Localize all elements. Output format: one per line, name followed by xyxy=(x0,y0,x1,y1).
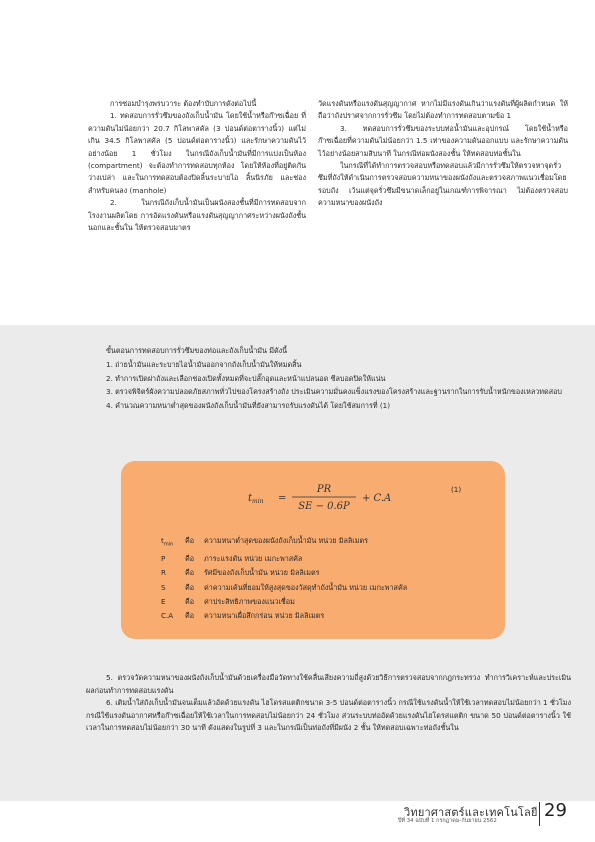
definition-desc: ภาระแรงดัน หน่วย เมกะพาสคัล xyxy=(204,553,303,563)
definition-is: คือ xyxy=(185,582,195,592)
definition-is: คือ xyxy=(185,536,195,545)
definition-is: คือ xyxy=(185,568,195,578)
formula-numerator: PR xyxy=(316,484,332,495)
step-4: 4. คำนวณความหนาต่ำสุดของผนังถังเก็บน้ำมันที่ยังสามารถรับแรงดันได้ โดยใช้สมการที่ (1) xyxy=(106,401,391,411)
definition-desc: ค่าประสิทธิภาพของแนวเชื่อม xyxy=(204,597,295,607)
definition-desc: ความหนาต่ำสุดของผนังถังเก็บน้ำมัน หน่วย มิลลิเมตร xyxy=(204,536,369,545)
definition-row xyxy=(161,609,491,623)
definition-is: คือ xyxy=(185,597,195,607)
right-continuation: วัดแรงดันหรือแรงดันสุญญากาศ หากไม่มีแรงดันเกินว่าแรงดันที่ผู้ผลิตกำหนด ให้ถือว่าถังปราศจากการรั่วซึม โดยไม่ต้องทำการทดสอบตามข้อ 1 xyxy=(318,99,568,121)
definition-symbol: R xyxy=(161,568,166,578)
formula-number: (1) xyxy=(451,485,462,494)
definition-row xyxy=(161,534,491,552)
right-item-3: 3. ทดสอบการรั่วซึมของระบบท่อน้ำมันและอุปกรณ์ โดยใช้น้ำหรือก๊าซเฉื่อยที่ความดันไม่น้อยกว่า 1.5 เท่าของความดันออกแบบ และรักษาความดันไว้อย่างน้อยสามสิบนาที ในกรณีท่อผนังสองชั้น ให้ทดสอบท่อชั้นใน xyxy=(318,123,568,158)
formula-tail: + C.A xyxy=(362,493,392,504)
formula-equals: = xyxy=(278,493,287,504)
step-1: 1. ถ่ายน้ำมันและระบายไอน้ำมันออกจากถังเก็บน้ำมันให้หมดสิ้น xyxy=(106,359,302,369)
steps-bottom xyxy=(86,672,571,735)
right-paragraph: ในกรณีที่ได้ทำการตรวจสอบหรือทดสอบแล้วมีการรั่วซึมให้ตรวจหาจุดรั่วซึมที่ถังให้ดำเนินการตรวจสอบความหนาของผนังถังและตรวจสภาพแนวเชื่อมโดยรอบถัง เว้นแต่จุดรั่วซึมมีขนาดเล็กอยู่ในเกณฑ์การพิจารณา ไม่ต้องตรวจสอบความหนาของผนังถัง xyxy=(318,161,568,208)
definition-symbol: C.A xyxy=(161,611,174,621)
formula-lhs: $t_{min}$ xyxy=(248,493,264,505)
step-2: 2. ทำการเปิดฝาถังและเลือกช่องเปิดทั้งหมดที่จะปลั๊กอุดและหน้าแปลนอด ซีลบอดปิดให้แน่น xyxy=(106,373,386,383)
definition-symbol: S xyxy=(161,582,166,592)
definition-is: คือ xyxy=(185,611,195,621)
definition-symbol: E xyxy=(161,597,166,607)
definition-row xyxy=(161,552,491,566)
definition-is: คือ xyxy=(185,553,195,563)
left-item-2: 2. ในกรณีถังเก็บน้ำมันเป็นผนังสองชั้นที่มีการทดสอบจากโรงงานผลิตโดย การอัดแรงดันหรือแรงดันสุญญากาศระหว่างผนังถังชั้นนอกและชั้นใน ให้ตรวจสอบมาตร xyxy=(88,198,306,233)
left-lead: การซ่อมบำรุงพรบวาระ ต้องทำบับการดังต่อไปนี้ xyxy=(110,99,257,108)
steps-intro: ขั้นตอนการทดสอบการรั่วซึมของท่อและถังเก็บน้ำมัน มีดังนี้ xyxy=(106,346,288,355)
formula-box xyxy=(121,461,505,639)
definition-symbol: $t_{min}$ xyxy=(161,536,174,548)
definition-row xyxy=(161,566,491,580)
definition-desc: รัศมีของถังเก็บน้ำมัน หน่วย มิลลิเมตร xyxy=(204,568,320,578)
steps-top xyxy=(86,344,571,413)
definition-row xyxy=(161,595,491,609)
formula-equation xyxy=(246,475,416,519)
definition-symbol: P xyxy=(161,553,166,563)
page-number: 29 xyxy=(544,800,567,821)
definition-desc: ความหนาเผื่อสึกกร่อน หน่วย มิลลิเมตร xyxy=(204,611,325,621)
step-6: 6. เติมน้ำใส่ถังเก็บน้ำมันจนเต็มแล้วอัดด้วยแรงดัน ไฮโดรสแตติกขนาด 3-5 ปอนด์ต่อตารางนิ้ว กรณีใช้แรงดันน้ำให้ใช้เวลาทดสอบไม่น้อยกว่า 1 ชั่วโมง กรณีใช้แรงดันอากาศหรือก๊าซเฉื่อยให้ใช้เวลาในการทดสอบไม่น้อยกว่า 24 ชั่วโมง ส่วนระบบท่ออัดด้วยแรงดันไฮโดรสแตติก ขนาด 50 ปอนด์ต่อตารางนิ้ว ใช้เวลาในการทดสอบไม่น้อยกว่า 30 นาที ดังแสดงในรูปที่ 3 และในกรณีเป็นท่อถังที่มีผนัง 2 ชั้น ให้ทดสอบเฉพาะท่อถังชั้นใน xyxy=(86,698,571,733)
formula-definitions xyxy=(161,534,491,624)
right-column xyxy=(318,98,568,210)
footer-issue-info: ปีที่ 34 ฉบับที่ 1 กรกฎาคม-กันยายน 2562 xyxy=(398,818,497,824)
footer-journal-title: วิทยาศาสตร์และเทคโนโลยี xyxy=(404,806,538,819)
definition-row xyxy=(161,581,491,595)
definition-desc: ค่าความเค้นที่ยอมให้สูงสุดของวัสดุทำถังน้ำมัน หน่วย เมกะพาสคัล xyxy=(204,582,408,592)
left-column xyxy=(88,98,306,234)
left-item-1: 1. ทดสอบการรั่วซึมของถังเก็บน้ำมัน โดยใช้น้ำหรือก๊าซเฉื่อย ที่ความดันไม่น้อยกว่า 20.7 กิโลพาสคัล (3 ปอนด์ต่อตารางนิ้ว) แต่ไม่เกิน 34.5 กิโลพาสคัล (5 ปอนด์ต่อตารางนิ้ว) และรักษาความดันไว้อย่างน้อย 1 ชั่วโมง ในกรณีถังเก็บน้ำมันที่มีการแบ่งเป็นห้อง (compartment) จะต้องทำการทดสอบทุกห้อง โดยให้ห้องที่อยู่ติดกันว่างเปล่า และในการทดสอบต้องปิดลิ้นระบายไอ ลิ้นนิรภัย และช่องสำหรับคนลง (manhole) xyxy=(88,111,306,195)
step-3: 3. ตรวจพิจิตร์ผังความปลอดภัยสภาพทั่วไปของโครงสร้างถัง ประเมินความมั่นคงแข็งแรงของโครงสร้างและฐานรากในการรับน้ำหนักของเหลวทดสอบ xyxy=(106,387,562,397)
footer-divider xyxy=(539,802,540,826)
formula-denominator: SE − 0.6P xyxy=(298,501,350,512)
step-5: 5. ตรวจวัดความหนาของผนังถังเก็บน้ำมันด้วยเครื่องมือวัดทางใช้คลื่นเสียงความถี่สูงด้วยวิธีการตรวจสอบจากกฎกระทรวง ทำการวิเคราะห์และประเมินผลก่อนทำการทดสอบแรงดัน xyxy=(86,673,571,695)
